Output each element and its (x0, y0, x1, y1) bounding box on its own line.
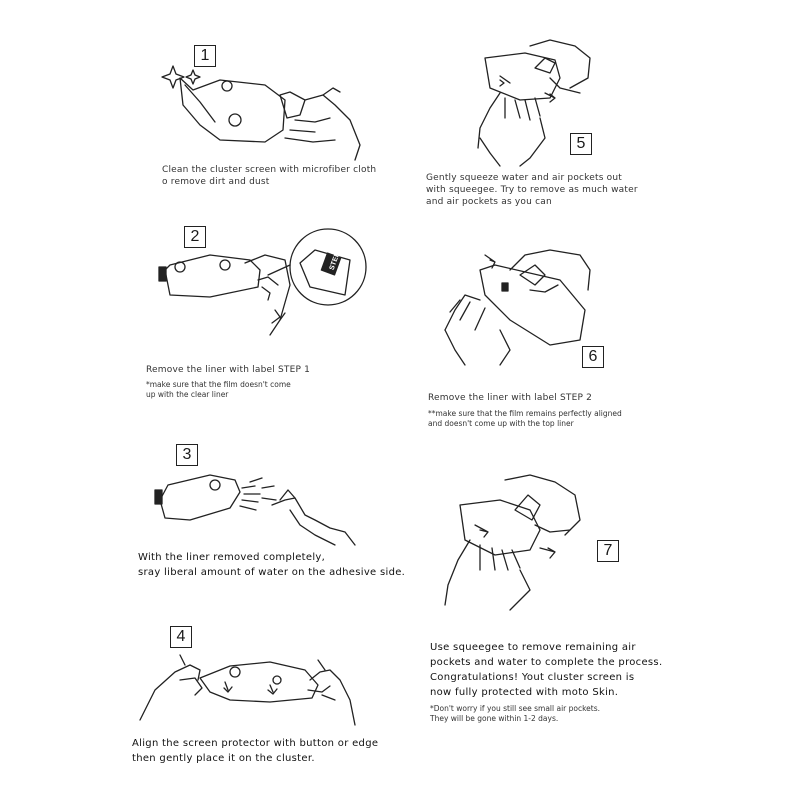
step-6-caption: Remove the liner with label STEP 2 (428, 393, 593, 403)
align-protector-illustration (140, 650, 375, 735)
step-number-badge: 4 (170, 626, 192, 648)
spray-water-illustration (150, 460, 370, 550)
remove-liner-illustration (150, 225, 375, 345)
step-number-badge: 2 (184, 226, 206, 248)
step-number-badge: 1 (194, 45, 216, 67)
step-3-caption: With the liner removed completely, sray liberal amount of water on the adhesive side. (138, 552, 406, 578)
step-2-caption: Remove the liner with label STEP 1 (146, 365, 311, 375)
step-number-badge: 3 (176, 444, 198, 466)
step1-tab-label: STEP 1 (328, 246, 344, 272)
step-4-caption: Align the screen protector with button or edge then gently place it on the cluster. (132, 738, 379, 764)
step-number-badge: 7 (597, 540, 619, 562)
step-6-note: **make sure that the film remains perfectly aligned and doesn't come up with the top liner (428, 409, 622, 428)
step-5-caption: Gently squeeze water and air pockets out with squeegee. Try to remove as much water and air pockets as you can (426, 173, 638, 207)
step-2-note: *make sure that the film doesn't come up with the clear liner (146, 380, 291, 399)
step-1-caption: Clean the cluster screen with microfiber cloth o remove dirt and dust (162, 165, 377, 187)
step-number-badge: 5 (570, 133, 592, 155)
clean-screen-illustration (165, 60, 375, 165)
final-squeegee-illustration (440, 470, 610, 610)
step-7-caption: Use squeegee to remove remaining air pockets and water to complete the process. Congratulations! Yout cluster screen is now fully protected with moto Skin. (430, 642, 663, 698)
step-7-note: *Don't worry if you still see small air pockets. They will be gone within 1-2 days. (430, 704, 601, 723)
remove-top-liner-illustration (440, 240, 605, 365)
step-number-badge: 6 (582, 346, 604, 368)
